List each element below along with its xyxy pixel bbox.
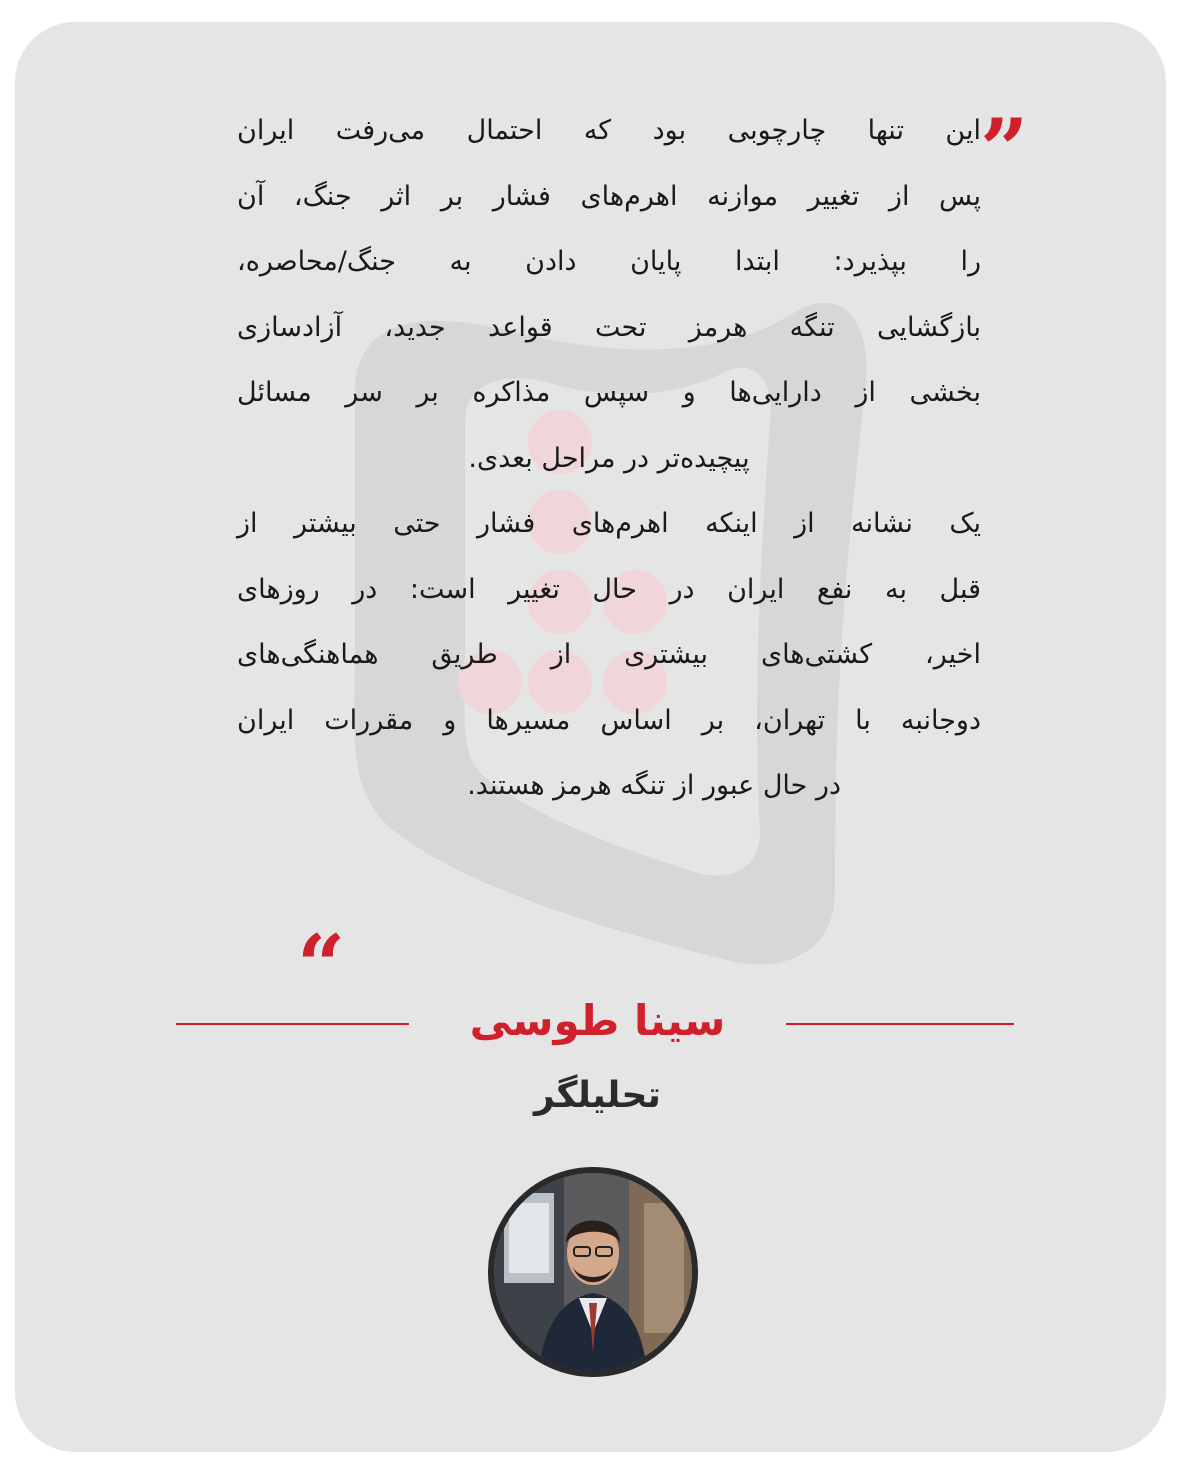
divider-right	[786, 1023, 1014, 1025]
quote-line: دوجانبه با تهران، بر اساس مسیرها و مقررات ایران	[237, 704, 981, 736]
quote-line: قبل به نفع ایران در حال تغییر است: در روزهای	[237, 573, 981, 605]
quote-line: بازگشایی تنگه هرمز تحت قواعد جدید، آزادسازی	[237, 311, 981, 343]
quote-card	[15, 22, 1166, 1452]
quote-line: پیچیده‌تر در مراحل بعدی.	[468, 442, 750, 474]
quote-line: این تنها چارچوبی بود که احتمال می‌رفت ایران	[237, 115, 981, 146]
quote-line: در حال عبور از تنگه هرمز هستند.	[467, 770, 841, 801]
divider-left	[176, 1023, 409, 1025]
author-name: سینا طوسی	[469, 996, 726, 1045]
quote-line: یک نشانه از اینکه اهرم‌های فشار حتی بیشتر از	[237, 508, 981, 539]
close-quote-icon: “	[297, 916, 346, 1015]
author-photo-icon	[494, 1173, 692, 1371]
author-role: تحلیلگر	[534, 1075, 661, 1116]
quote-line: پس از تغییر موازنه اهرم‌های فشار بر اثر جنگ، آن	[237, 180, 981, 212]
quote-line: اخیر، کشتی‌های بیشتری از طریق هماهنگی‌های	[237, 639, 981, 670]
quote-line: را بپذیرد: ابتدا پایان دادن به جنگ/محاصره،	[237, 246, 981, 277]
avatar	[488, 1167, 698, 1377]
quote-text	[237, 98, 981, 819]
quote-line: بخشی از دارایی‌ها و سپس مذاکره بر سر مسائل	[237, 377, 981, 408]
open-quote-icon: ”	[980, 100, 1029, 199]
